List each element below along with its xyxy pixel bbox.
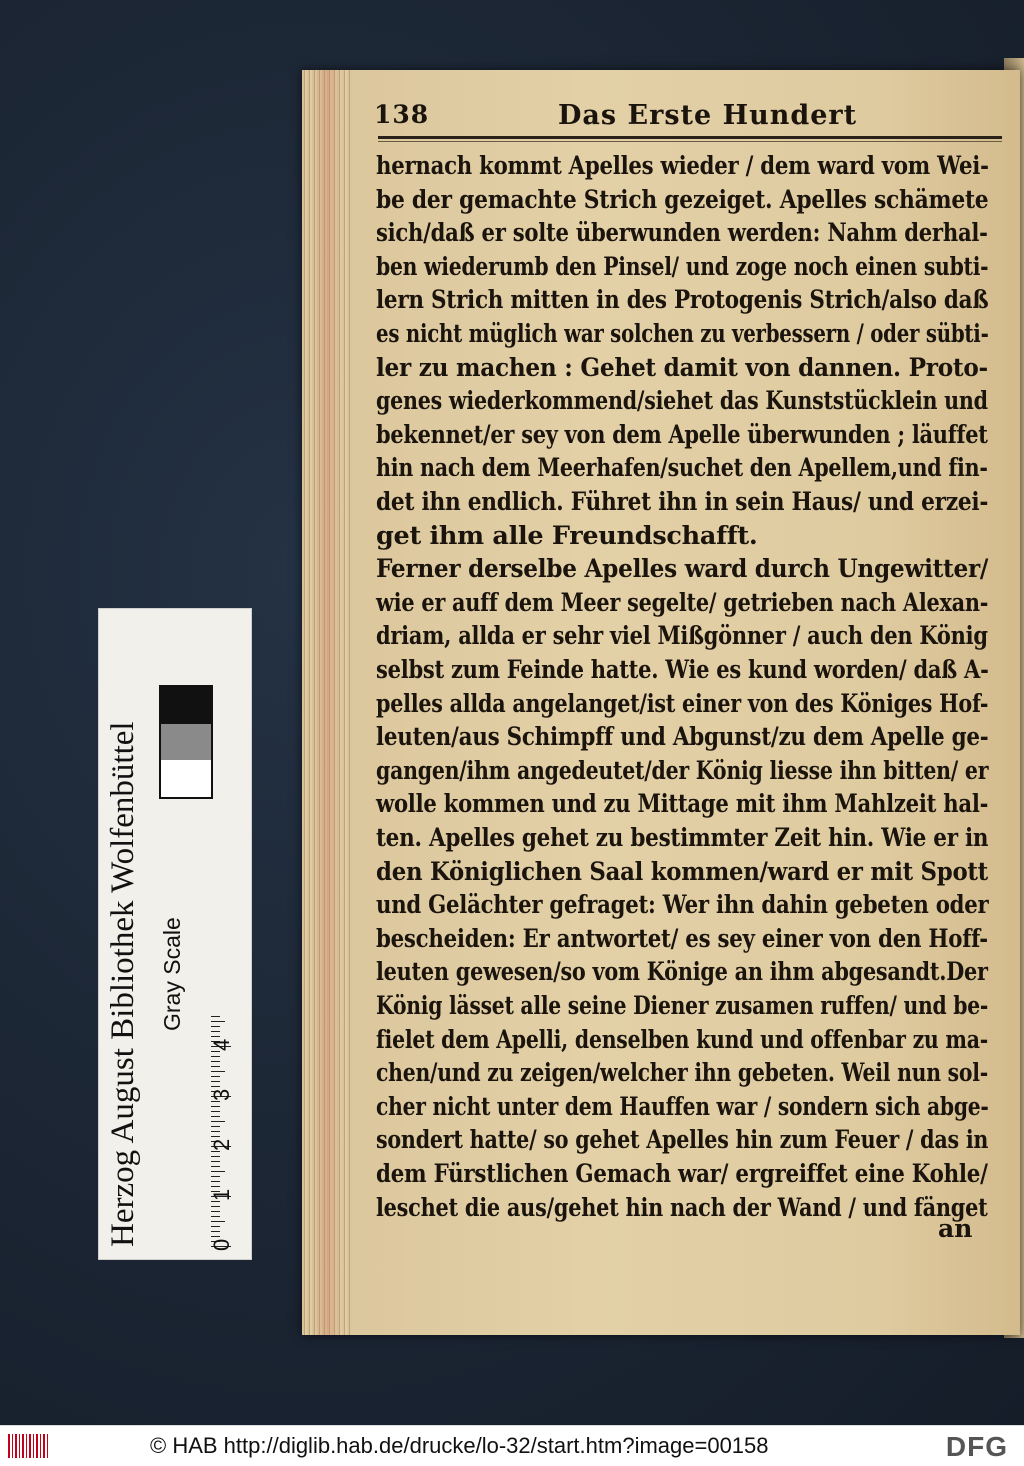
gray-scale-swatches (159, 685, 213, 799)
header-rule-thin (378, 141, 1002, 142)
ruler-tick (211, 1216, 220, 1217)
ruler-tick (211, 1081, 220, 1082)
barcode-icon (8, 1434, 48, 1458)
gray-scale-label: Gray Scale (159, 917, 185, 1031)
ruler-tick (211, 1161, 220, 1162)
ruler-tick (211, 1221, 225, 1222)
text-block (362, 70, 1002, 1335)
ruler-tick (211, 1036, 220, 1037)
text-line: hernach kommt Apelles wieder / dem ward vom Wei- (376, 151, 989, 181)
text-line: pelles allda angelanget/ist einer von des Königes Hof- (376, 688, 989, 719)
ruler-tick (211, 1056, 220, 1057)
ruler-number: 0 (209, 1238, 234, 1251)
ruler-number: 4 (209, 1038, 234, 1051)
text-line: cher nicht unter dem Hauffen war / sondern sich abge- (376, 1091, 989, 1122)
ruler-ticks (209, 917, 251, 1251)
text-line: sondert hatte/ so gehet Apelles hin zum Feuer / das in (376, 1125, 989, 1156)
text-line: ler zu machen : Gehet damit von dannen. Proto- (376, 352, 988, 383)
text-line: ten. Apelles gehet zu bestimmter Zeit hin. Wie er in (376, 823, 989, 853)
page-edge-tint (312, 70, 342, 1335)
text-line: sich/daß er solte überwunden werden: Nahm derhal- (376, 218, 988, 249)
ruler-tick (211, 1101, 220, 1102)
ruler-tick (211, 1171, 225, 1172)
ruler-tick (211, 1231, 220, 1232)
running-head: Das Erste Hundert (558, 100, 858, 131)
book-page (302, 70, 1020, 1335)
ruler-tick (211, 1176, 220, 1177)
ruler-number: 2 (209, 1138, 234, 1151)
gray-swatch-black (161, 687, 211, 724)
ruler-tick (211, 1131, 220, 1132)
text-line: ben wiederumb den Pinsel/ und zoge noch einen subti- (376, 251, 989, 282)
text-line: leuten/aus Schimpff und Abgunst/zu dem Apelle ge- (376, 722, 989, 753)
text-line: det ihn endlich. Führet ihn in sein Haus/ und erzei- (376, 487, 989, 517)
gray-swatch-mid (161, 724, 211, 761)
text-line: und Gelächter gefraget: Wer ihn dahin gebeten oder (376, 890, 989, 921)
ruler-tick (211, 1126, 220, 1127)
ruler-tick (211, 1111, 220, 1112)
text-line: dem Fürstlichen Gemach war/ ergreiffet eine Kohle/ (376, 1159, 988, 1189)
ruler-tick (211, 1071, 225, 1072)
ruler-tick (211, 1076, 220, 1077)
page-number: 138 (374, 100, 430, 129)
scale-ruler-card (98, 608, 252, 1260)
text-line: bescheiden: Er antwortet/ es sey einer von den Hoff- (376, 923, 988, 954)
ruler-tick (211, 1116, 220, 1117)
text-line: get ihm alle Freundschafft. (376, 520, 758, 551)
footer-bar (0, 1425, 1024, 1466)
ruler-tick (211, 1051, 220, 1052)
text-line: selbst zum Feinde hatte. Wie es kund worden/ daß A- (376, 655, 989, 685)
catchword: an (938, 1214, 973, 1243)
ruler-tick (211, 1086, 220, 1087)
copyright-url[interactable]: © HAB http://diglib.hab.de/drucke/lo-32/start.htm?image=00158 (150, 1433, 769, 1458)
ruler-tick (211, 1026, 220, 1027)
header-rule (378, 136, 1002, 139)
ruler-tick (211, 1226, 220, 1227)
ruler-tick (211, 1061, 220, 1062)
ruler-tick (211, 1236, 220, 1237)
text-line: bekennet/er sey von dem Apelle überwunden ; läuffet (376, 419, 988, 450)
library-name: Herzog August Bibliothek Wolfenbüttel (105, 721, 141, 1247)
ruler-tick (211, 1121, 225, 1122)
ruler-tick (211, 1016, 220, 1017)
gray-swatch-white (161, 760, 211, 797)
text-line: hin nach dem Meerhafen/suchet den Apellem,und fin- (376, 453, 988, 484)
ruler-tick (211, 1206, 220, 1207)
text-line: den Königlichen Saal kommen/ward er mit Spott (376, 856, 988, 887)
ruler-rotated (99, 609, 251, 1259)
ruler-tick (211, 1021, 225, 1022)
text-line: fielet dem Apelli, denselben kund und offenbar zu ma- (376, 1024, 989, 1055)
text-line: Ferner derselbe Apelles ward durch Ungewitter/ (376, 554, 989, 585)
text-line: driam, allda er sehr viel Mißgönner / auch den König (376, 621, 988, 652)
dfg-logo: DFG (945, 1431, 1008, 1462)
ruler-number: 3 (209, 1088, 234, 1101)
text-line: es nicht müglich war solchen zu verbessern / oder sübti- (376, 319, 989, 349)
text-line: chen/und zu zeigen/welcher ihn gebeten. Weil nun sol- (376, 1058, 988, 1089)
text-line: genes wiederkommend/siehet das Kunststücklein und (376, 386, 988, 417)
text-line: gangen/ihm angedeutet/der König liesse ihn bitten/ er (376, 755, 989, 786)
ruler-tick (211, 1066, 220, 1067)
ruler-tick (211, 1201, 220, 1202)
ruler-tick (211, 1211, 220, 1212)
ruler-tick (211, 1106, 220, 1107)
text-line: König lässet alle seine Diener zusamen ruffen/ und be- (376, 991, 989, 1021)
ruler-tick (211, 1186, 220, 1187)
text-line: lern Strich mitten in des Protogenis Strich/also daß (376, 285, 989, 316)
ruler-tick (211, 1156, 220, 1157)
ruler-tick (211, 1166, 220, 1167)
text-line: be der gemachte Strich gezeiget. Apelles schämete (376, 184, 989, 215)
ruler-tick (211, 1136, 220, 1137)
text-line: leschet die aus/gehet hin nach der Wand / und fänget (376, 1192, 988, 1223)
text-line: leuten gewesen/so vom Könige an ihm abgesandt.Der (376, 957, 988, 988)
text-line: wie er auff dem Meer segelte/ getrieben nach Alexan- (376, 587, 989, 618)
text-line: wolle kommen und zu Mittage mit ihm Mahlzeit hal- (376, 789, 989, 820)
ruler-tick (211, 1031, 220, 1032)
ruler-number: 1 (209, 1188, 234, 1201)
ruler-tick (211, 1181, 220, 1182)
ruler-tick (211, 1151, 220, 1152)
